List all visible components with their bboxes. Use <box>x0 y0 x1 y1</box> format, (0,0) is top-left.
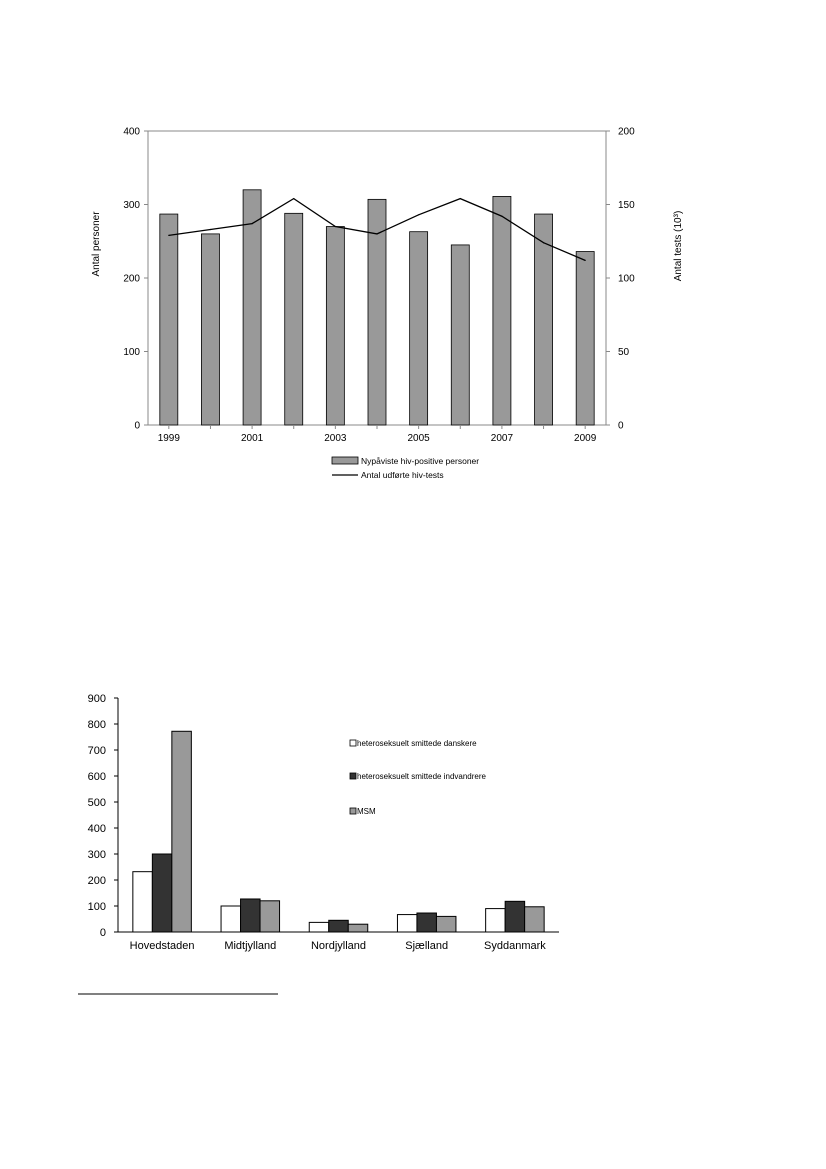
y-tick-label-right: 50 <box>618 347 630 358</box>
legend-label-danes: heteroseksuelt smittede danskere <box>357 739 477 748</box>
bar-Nordjylland-1 <box>329 920 349 932</box>
legend-swatch-immigrants <box>350 773 356 779</box>
legend-label-msm: MSM <box>357 807 376 816</box>
bar-Nordjylland-2 <box>348 924 368 932</box>
y-tick-label: 500 <box>87 797 106 809</box>
x-tick-label: 2005 <box>407 433 430 444</box>
bar-Syddanmark-1 <box>505 901 525 932</box>
legend-label-immigrants: heteroseksuelt smittede indvandrere <box>357 772 486 781</box>
bar-Hovedstaden-0 <box>133 872 153 932</box>
bar-Syddanmark-2 <box>525 907 545 932</box>
x-category-label: Sjælland <box>405 940 449 952</box>
legend-label-line: Antal udførte hiv-tests <box>361 470 444 480</box>
y-tick-label: 800 <box>87 719 106 731</box>
y-tick-label: 600 <box>87 771 106 783</box>
y-tick-label-right: 200 <box>618 126 635 138</box>
x-category-label: Hovedstaden <box>129 940 195 952</box>
y-tick-label: 700 <box>87 745 106 757</box>
x-category-label: Syddanmark <box>484 940 546 952</box>
x-tick-label: 1999 <box>157 433 180 444</box>
bar-Hovedstaden-1 <box>152 854 172 932</box>
y-tick-label-left: 100 <box>123 347 140 358</box>
legend-swatch-danes <box>350 740 356 746</box>
legend-label-bars: Nypåviste hiv-positive personer <box>361 456 480 466</box>
x-tick-label: 2001 <box>240 433 264 444</box>
y-tick-label: 300 <box>87 849 106 861</box>
x-category-label: Nordjylland <box>310 940 367 952</box>
bar-Sjælland-0 <box>397 915 417 932</box>
y-tick-label-left: 400 <box>123 126 140 138</box>
y-tick-label: 400 <box>87 823 106 835</box>
y-tick-label-left: 200 <box>123 273 140 285</box>
chart2-legend <box>350 739 487 816</box>
y-tick-label: 900 <box>87 693 106 705</box>
y-axis-label-right: Antal tests (10³) <box>673 210 684 282</box>
bar-Midtjylland-0 <box>221 906 241 932</box>
x-tick-label: 2003 <box>324 433 347 444</box>
bar-Midtjylland-1 <box>241 899 260 932</box>
y-axis-label-left: Antal personer <box>91 211 102 277</box>
y-tick-label-right: 150 <box>618 200 635 211</box>
bar-Midtjylland-2 <box>260 901 280 932</box>
y-tick-label: 100 <box>87 901 106 913</box>
y-tick-label-right: 100 <box>618 273 635 285</box>
y-tick-label: 200 <box>87 875 106 887</box>
y-tick-label: 0 <box>99 927 106 939</box>
bar-Nordjylland-0 <box>309 922 329 932</box>
y-tick-label-left: 0 <box>134 420 140 432</box>
x-tick-label: 2007 <box>490 433 514 444</box>
bar-Sjælland-2 <box>436 916 456 932</box>
legend-swatch-msm <box>350 808 356 814</box>
bar-Hovedstaden-2 <box>172 731 192 932</box>
bar-Syddanmark-0 <box>486 909 506 932</box>
y-tick-label-left: 300 <box>123 200 140 211</box>
x-category-label: Midtjylland <box>224 940 277 952</box>
x-tick-label: 2009 <box>574 433 597 444</box>
y-tick-label-right: 0 <box>618 420 624 432</box>
bar-Sjælland-1 <box>417 913 437 932</box>
